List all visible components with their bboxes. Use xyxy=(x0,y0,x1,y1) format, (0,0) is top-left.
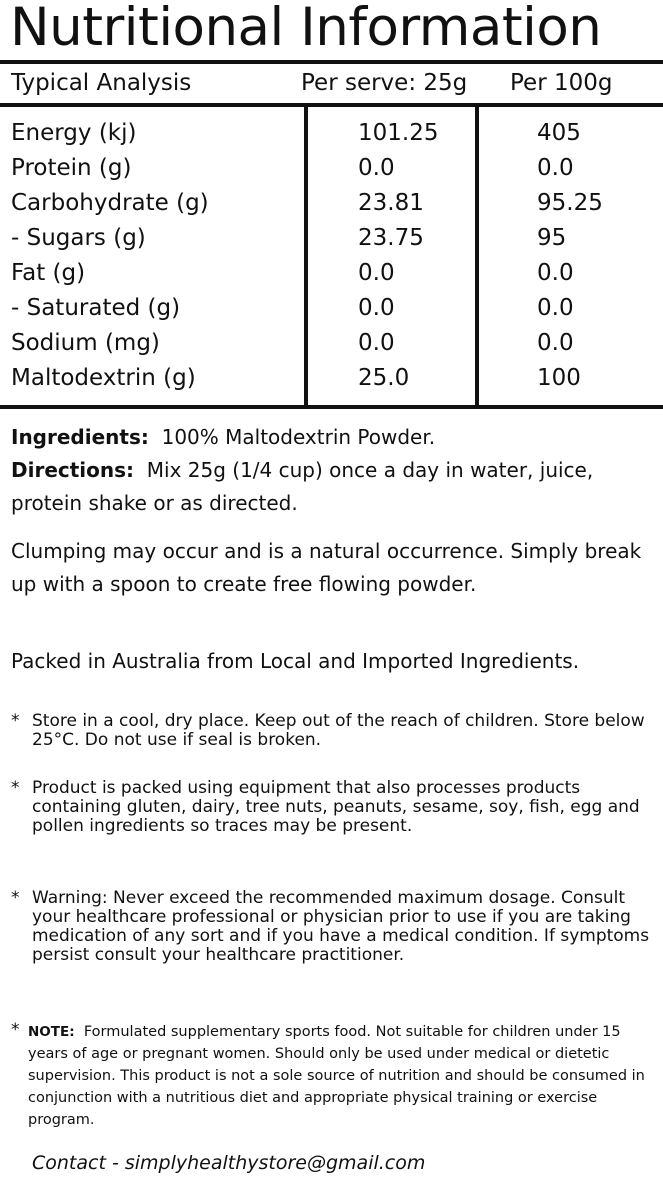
per-serve-value: 23.75 xyxy=(358,225,424,251)
nutrient-name: Sodium (mg) xyxy=(11,330,160,356)
ingredients-block xyxy=(11,421,656,454)
per-serve-value: 0.0 xyxy=(358,330,395,356)
table-row xyxy=(0,291,663,326)
storage-note-text: Store in a cool, dry place. Keep out of the reach of children. Store below 25°C. Do not use if seal is broken. xyxy=(32,711,645,750)
allergen-note-text: Product is packed using equipment that also processes products containing gluten, dairy, tree nuts, peanuts, sesame, soy, fish, egg and pollen ingredients so traces may be present. xyxy=(32,778,640,836)
table-row xyxy=(0,116,663,151)
table-row xyxy=(0,256,663,291)
ingredients-text: 100% Maltodextrin Powder. xyxy=(161,425,436,449)
table-row xyxy=(0,221,663,256)
note-label: NOTE: xyxy=(28,1024,75,1040)
warning-note-text: Warning: Never exceed the recommended maximum dosage. Consult your healthcare professional or physician prior to use if you are taking medication of any sort and if you have a medical condition. If symptoms persist consult your healthcare practitioner. xyxy=(32,888,650,965)
per-100g-value: 0.0 xyxy=(537,295,574,321)
nutrient-name: - Saturated (g) xyxy=(11,295,181,321)
per-serve-value: 101.25 xyxy=(358,120,439,146)
final-note-body: Formulated supplementary sports food. Not suitable for children under 15 years of age or pregnant women. Should only be used under medical or dietetic supervision. This product is not a sole source of nutrition and should be consumed in conjunction with a nutritious diet and appropriate physical training or exercise program. xyxy=(28,1024,645,1128)
table-row xyxy=(0,151,663,186)
final-note xyxy=(11,1021,661,1131)
per-serve-value: 23.81 xyxy=(358,190,424,216)
final-note-text xyxy=(28,1021,661,1131)
table-row xyxy=(0,326,663,361)
per-100g-value: 100 xyxy=(537,365,581,391)
directions-text: Mix 25g (1/4 cup) once a day in water, juice, protein shake or as directed. xyxy=(11,458,594,515)
table-row xyxy=(0,361,663,396)
per-serve-value: 25.0 xyxy=(358,365,410,391)
per-100g-value: 0.0 xyxy=(537,330,574,356)
clumping-text: Clumping may occur and is a natural occurrence. Simply break up with a spoon to create free flowing powder. xyxy=(11,539,642,596)
nutrient-name: - Sugars (g) xyxy=(11,225,146,251)
header-per-100g: Per 100g xyxy=(510,70,613,96)
nutrient-name: Fat (g) xyxy=(11,260,86,286)
title-rule xyxy=(0,60,663,64)
per-serve-value: 0.0 xyxy=(358,155,395,181)
per-100g-value: 95 xyxy=(537,225,567,251)
allergen-note xyxy=(11,779,656,836)
per-100g-value: 405 xyxy=(537,120,581,146)
header-typical-analysis: Typical Analysis xyxy=(11,70,192,96)
table-row xyxy=(0,186,663,221)
contact-line: Contact - simplyhealthystore@gmail.com xyxy=(32,1152,426,1174)
ingredients-label: Ingredients: xyxy=(11,425,149,449)
per-100g-value: 0.0 xyxy=(537,155,574,181)
nutrient-name: Maltodextrin (g) xyxy=(11,365,196,391)
directions-block xyxy=(11,454,656,520)
header-rule xyxy=(0,103,663,107)
directions-label: Directions: xyxy=(11,458,135,482)
asterisk: * xyxy=(11,888,20,908)
table-bottom-rule xyxy=(0,405,663,409)
panel-title: Nutritional Information xyxy=(10,0,602,58)
per-serve-value: 0.0 xyxy=(358,295,395,321)
per-100g-value: 95.25 xyxy=(537,190,603,216)
nutrient-name: Energy (kj) xyxy=(11,120,137,146)
header-per-serve: Per serve: 25g xyxy=(301,70,468,96)
per-serve-value: 0.0 xyxy=(358,260,395,286)
nutrient-name: Protein (g) xyxy=(11,155,132,181)
asterisk: * xyxy=(11,711,20,731)
asterisk: * xyxy=(11,1020,20,1040)
per-100g-value: 0.0 xyxy=(537,260,574,286)
packed-text: Packed in Australia from Local and Imported Ingredients. xyxy=(11,649,580,673)
warning-note xyxy=(11,889,656,965)
asterisk: * xyxy=(11,778,20,798)
storage-note xyxy=(11,712,656,750)
nutrient-name: Carbohydrate (g) xyxy=(11,190,209,216)
